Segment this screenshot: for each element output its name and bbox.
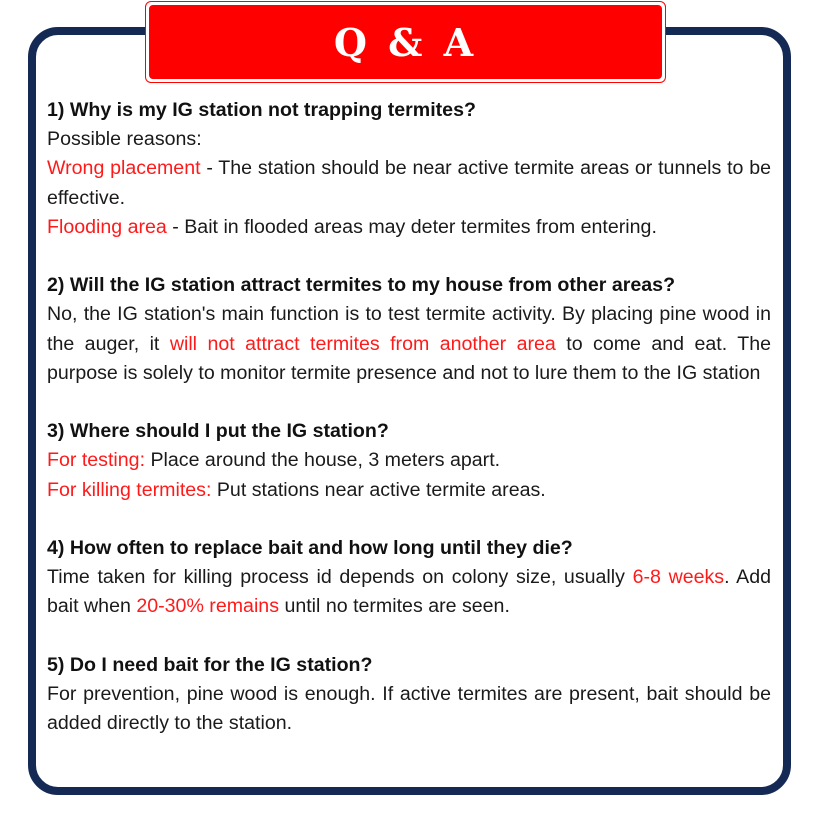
- question-1: 1) Why is my IG station not trapping termites?: [47, 99, 476, 121]
- answer-3-item-1: [47, 446, 771, 475]
- question-5: 5) Do I need bait for the IG station?: [47, 653, 373, 676]
- answer-5: For prevention, pine wood is enough. If active termites are present, bait should be added directly to the station.: [47, 683, 771, 735]
- answer-1-reason-1: [47, 154, 771, 212]
- title-banner-fill: [149, 5, 662, 79]
- answer-3-item-2-label: For killing termites:: [47, 478, 212, 501]
- qa-list: [47, 96, 771, 738]
- qa-item-2: [47, 271, 771, 388]
- question-3: 3) Where should I put the IG station?: [47, 420, 389, 443]
- reason-2-text: - Bait in flooded areas may deter termites from entering.: [166, 215, 657, 238]
- answer-4-highlight-1: 6-8 weeks: [632, 566, 725, 589]
- page-title: Q & A: [333, 19, 478, 65]
- reason-1-label: Wrong placement: [47, 157, 201, 180]
- answer-4-highlight-2: 20-30% remains: [136, 595, 279, 618]
- question-4: 4) How often to replace bait and how long until they die?: [47, 537, 573, 559]
- answer-2-highlight: will not attract termites from another area: [169, 332, 556, 355]
- answer-1-reason-2: [47, 213, 771, 242]
- question-2: 2) Will the IG station attract termites to my house from other areas?: [47, 274, 676, 297]
- answer-1-intro: Possible reasons:: [47, 128, 202, 151]
- reason-1-text: - The station should be near active termite areas or tunnels to be effective.: [47, 157, 772, 209]
- answer-3-item-1-label: For testing:: [47, 449, 146, 472]
- answer-3-item-2: [47, 476, 771, 505]
- reason-2-label: Flooding area: [47, 215, 167, 238]
- title-banner: [145, 1, 666, 83]
- answer-2-before: No, the IG station's main function is to test termite activity. By placing pine wood in the auger, it: [47, 303, 771, 355]
- answer-4: [47, 563, 771, 621]
- answer-2-after: to come and eat. The purpose is solely to monitor termite presence and not to lure them to the IG station: [47, 332, 772, 384]
- qa-item-5: [47, 651, 771, 739]
- answer-3-item-1-text: Place around the house, 3 meters apart.: [145, 449, 501, 472]
- answer-4-part-3: until no termites are seen.: [279, 595, 510, 618]
- qa-item-3: [47, 417, 771, 505]
- qa-item-1: [47, 96, 771, 242]
- answer-2: [47, 300, 771, 388]
- answer-4-part-2: . Add bait when: [47, 566, 771, 618]
- answer-3-item-2-text: Put stations near active termite areas.: [211, 478, 546, 501]
- answer-4-part-1: Time taken for killing process id depends on colony size, usually: [47, 566, 633, 589]
- qa-item-4: [47, 534, 771, 622]
